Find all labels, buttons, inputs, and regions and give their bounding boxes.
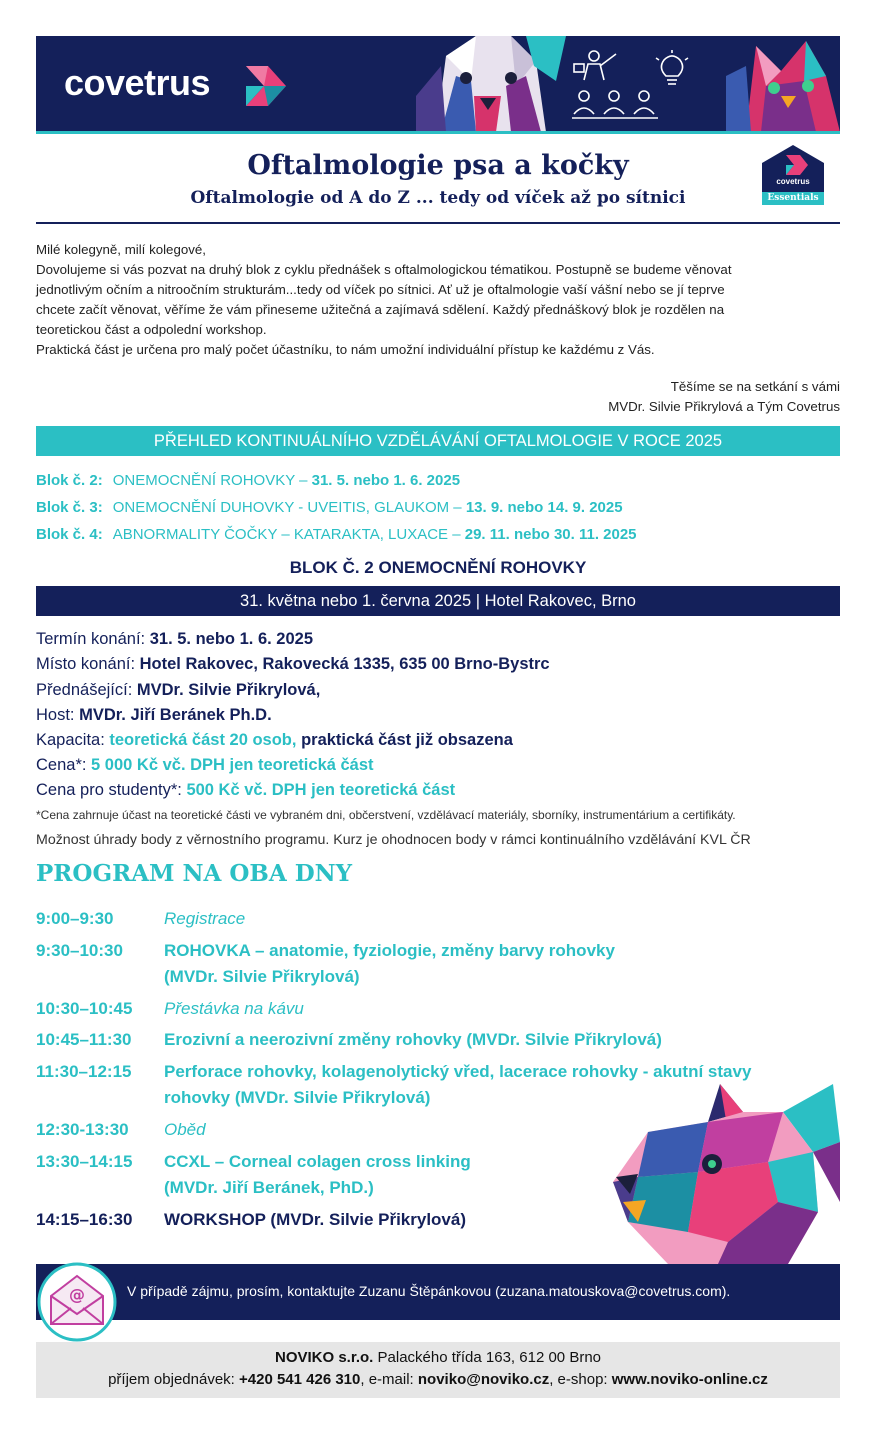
info-label: Cena pro studenty*: — [36, 781, 187, 799]
program-desc: Erozivní a neerozivní změny rohovky (MVDr. Silvie Přikrylová) — [164, 1030, 662, 1049]
block-item — [36, 472, 460, 489]
program-row — [36, 906, 826, 932]
signoff — [36, 377, 840, 417]
overview-bar: PŘEHLED KONTINUÁLNÍHO VZDĚLÁVÁNÍ OFTALMOLOGIE V ROCE 2025 — [36, 426, 840, 456]
info-value: praktická část již obsazena — [296, 731, 513, 749]
price-footnote: *Cena zahrnuje účast na teoretické části ve vybraném dni, občerstvení, vzdělávací materiály, sborníky, instrumentárium a certifikáty. — [36, 808, 736, 822]
program-desc: Přestávka na kávu — [164, 999, 304, 1018]
info-label: Cena*: — [36, 756, 92, 774]
program-time: 9:30–10:30 — [36, 941, 123, 960]
covetrus-logo-icon — [242, 64, 288, 108]
signoff-signature: MVDr. Silvie Přikrylová a Tým Covetrus — [608, 399, 840, 414]
footer-address-line — [36, 1349, 840, 1366]
page-title: Oftalmologie psa a kočky — [247, 150, 629, 181]
intro-line: Praktická část je určena pro malý počet účastníku, to nám umožní individuální přístup ke každému z Vás. — [36, 342, 655, 357]
info-value: teoretická část 20 osob, — [109, 731, 297, 749]
program-desc-line: (MVDr. Silvie Přikrylová) — [164, 967, 360, 986]
program-time: 9:00–9:30 — [36, 909, 114, 928]
essentials-badge-label: Essentials — [767, 193, 819, 203]
program-time: 11:30–12:15 — [36, 1062, 132, 1081]
block-name: ONEMOCNĚNÍ ROHOVKY – — [112, 472, 312, 489]
intro-line: jednotlivým očním a nitroočním strukturám...tedy od víček po sítnici. Ať už je oftalmologie vaší vášní nebo se jí teprve — [36, 282, 725, 297]
block-dates: 29. 11. nebo 30. 11. 2025 — [464, 526, 637, 543]
block-name: ONEMOCNĚNÍ DUHOVKY - UVEITIS, GLAUKOM – — [112, 499, 466, 516]
info-label: Kapacita: — [36, 731, 110, 749]
info-value: Hotel Rakovec, Rakovecká 1335, 635 00 Brno-Bystrc — [139, 655, 550, 673]
header-banner — [36, 36, 840, 132]
info-kapacita — [36, 731, 513, 750]
info-host — [36, 706, 272, 725]
program-desc: WORKSHOP (MVDr. Silvie Přikrylová) — [164, 1210, 466, 1229]
program-time: 13:30–14:15 — [36, 1152, 133, 1171]
info-misto — [36, 655, 550, 674]
footer-orders-label: příjem objednávek: — [108, 1371, 239, 1388]
info-label: Přednášející: — [36, 681, 137, 699]
intro-paragraph — [36, 240, 840, 360]
title-divider — [36, 222, 840, 224]
block-dates: 31. 5. nebo 1. 6. 2025 — [311, 472, 461, 489]
program-time: 10:45–11:30 — [36, 1030, 132, 1049]
block-item — [36, 526, 637, 543]
intro-line: teoretickou část a odpolední workshop. — [36, 322, 267, 337]
info-label: Host: — [36, 706, 80, 724]
program-row — [36, 938, 826, 990]
info-value: 500 Kč vč. DPH jen teoretická část — [186, 781, 456, 799]
mail-icon[interactable] — [37, 1262, 117, 1342]
footer-contact-line — [36, 1371, 840, 1388]
program-desc-line: Perforace rohovky, kolagenolytický vřed, lacerace rohovky - akutní stavy — [164, 1062, 752, 1081]
program-title: PROGRAM NA OBA DNY — [36, 860, 353, 887]
program-desc-line: rohovky (MVDr. Silvie Přikrylová) — [164, 1088, 431, 1107]
intro-line: chcete začít věnovat, věříme že vám přineseme užitečná a zajímavá sdělení. Každý přednáškový blok je rozdělen na — [36, 302, 725, 317]
signoff-line: Těšíme se na setkání s vámi — [670, 379, 840, 394]
footer-phone[interactable]: +420 541 426 310 — [239, 1371, 361, 1388]
program-desc: Oběd — [164, 1120, 206, 1139]
block2-heading: BLOK Č. 2 ONEMOCNĚNÍ ROHOVKY — [289, 558, 587, 577]
program-time: 14:15–16:30 — [36, 1210, 133, 1229]
essentials-badge-brand: covetrus — [776, 177, 810, 186]
info-value: MVDr. Jiří Beránek Ph.D. — [79, 706, 272, 724]
block-dates: 13. 9. nebo 14. 9. 2025 — [465, 499, 623, 516]
info-value: 31. 5. nebo 1. 6. 2025 — [149, 630, 313, 648]
program-row — [36, 1027, 826, 1053]
info-cena-studenti — [36, 781, 455, 800]
bulldog-illustration-icon — [608, 1082, 840, 1264]
program-desc-line: ROHOVKA – anatomie, fyziologie, změny barvy rohovky — [164, 941, 615, 960]
essentials-badge-icon — [760, 145, 826, 205]
program-desc: Registrace — [164, 909, 246, 928]
block-label: Blok č. 2: — [36, 472, 103, 489]
info-value: 5 000 Kč vč. DPH jen teoretická část — [91, 756, 374, 774]
intro-line: Dovolujeme si vás pozvat na druhý blok z cyklu přednášek s oftalmologickou tématikou. Postupně se budeme věnovat — [36, 262, 732, 277]
footer-address: Palackého třída 163, 612 00 Brno — [373, 1349, 602, 1366]
dog-illustration-icon — [416, 36, 566, 132]
svg-text:@: @ — [69, 1285, 85, 1304]
program-row — [36, 996, 826, 1022]
program-time: 12:30-13:30 — [36, 1120, 129, 1139]
program-desc — [164, 938, 824, 990]
block-label: Blok č. 3: — [36, 499, 103, 516]
info-cena — [36, 756, 374, 775]
points-note: Možnost úhrady body z věrnostního programu. Kurz je ohodnocen body v rámci kontinuálního vzdělávání KVL ČR — [36, 832, 751, 848]
footer-eshop-link[interactable]: www.noviko-online.cz — [611, 1371, 768, 1388]
footer-company: NOVIKO s.r.o. — [274, 1349, 374, 1366]
info-label: Termín konání: — [36, 630, 150, 648]
lightbulb-icon — [654, 50, 690, 90]
program-desc-line: CCXL – Corneal colagen cross linking — [164, 1152, 471, 1171]
footer-eshop-label: , e-shop: — [549, 1371, 612, 1388]
info-value: MVDr. Silvie Přikrylová, — [136, 681, 321, 699]
program-desc-line: (MVDr. Jiří Beránek, PhD.) — [164, 1178, 374, 1197]
cat-illustration-icon — [726, 36, 840, 132]
program-time: 10:30–10:45 — [36, 999, 133, 1018]
info-lektor — [36, 681, 320, 700]
covetrus-logo-text: covetrus — [64, 62, 211, 103]
page-subtitle: Oftalmologie od A do Z ... tedy od víček až po sítnici — [190, 188, 686, 208]
info-termin — [36, 630, 313, 649]
block-label: Blok č. 4: — [36, 526, 103, 543]
intro-greeting: Milé kolegyně, milí kolegové, — [36, 242, 206, 257]
contact-text: V případě zájmu, prosím, kontaktujte Zuzanu Štěpánkovou (zuzana.matouskova@covetrus.com). — [127, 1283, 731, 1299]
block-name: ABNORMALITY ČOČKY – KATARAKTA, LUXACE – — [112, 526, 465, 543]
info-label: Místo konání: — [36, 655, 140, 673]
date-bar: 31. května nebo 1. června 2025 | Hotel Rakovec, Brno — [36, 586, 840, 616]
footer-email-label: , e-mail: — [360, 1371, 418, 1388]
block-item — [36, 499, 623, 516]
banner-underline — [36, 131, 840, 134]
footer-email-link[interactable]: noviko@noviko.cz — [417, 1371, 550, 1388]
